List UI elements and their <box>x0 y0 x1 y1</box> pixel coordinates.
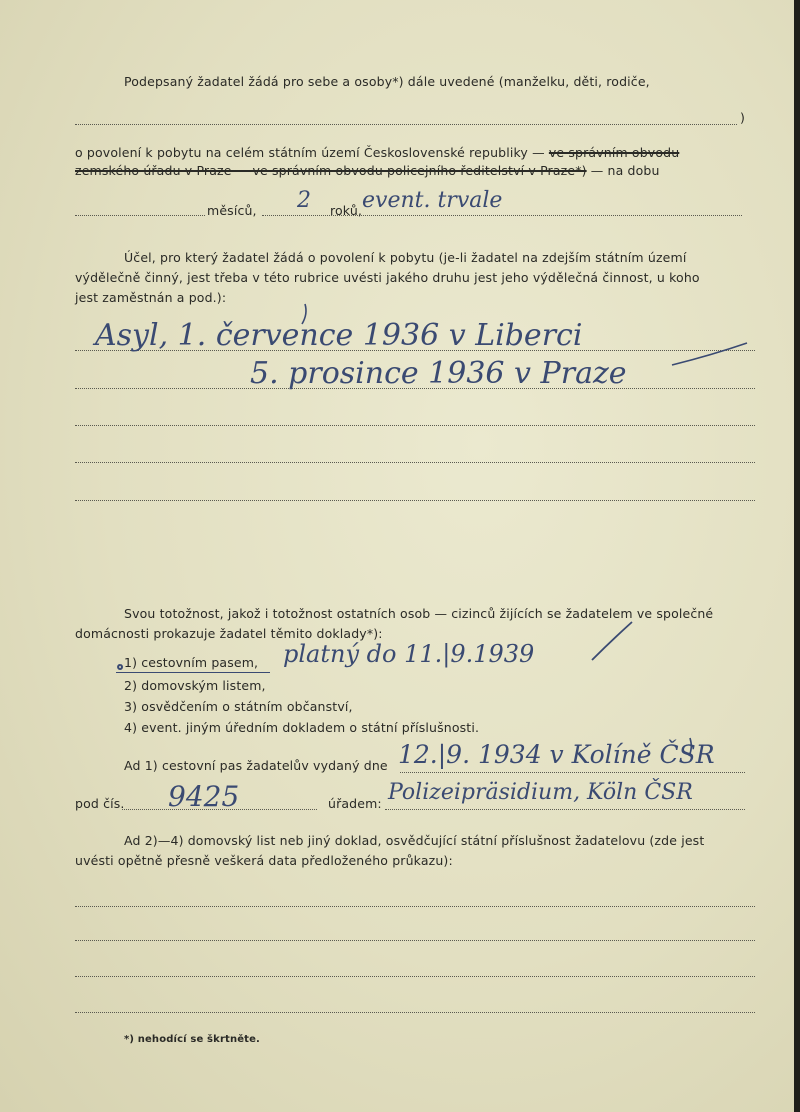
option-number: 4) <box>124 720 142 735</box>
option-number: 1) <box>124 655 142 670</box>
struck-text: ve správním obvodu <box>548 145 680 160</box>
check-mark-icon <box>689 738 691 756</box>
purpose-line-1: Účel, pro který žadatel žádá o povolení k pobytu (je-li žadatel na zdejším státním území <box>124 250 687 265</box>
hw-passport-issued: 12.|9. 1934 v Kolíně ČSR <box>398 740 715 769</box>
hw-passport-number: 9425 <box>168 780 240 813</box>
slash-mark-icon <box>592 622 632 660</box>
purpose-line-3: jest zaměstnán a pod.): <box>75 290 227 305</box>
check-mark-icon <box>302 304 306 324</box>
hw-passport-validity: platný do 11.|9.1939 <box>283 640 535 668</box>
months-label: měsíců, <box>207 203 257 218</box>
hw-issuing-office: Polizeipräsidium, Köln ČSR <box>388 780 693 805</box>
number-label: pod čís. <box>75 796 125 811</box>
option-number: 2) <box>124 678 142 693</box>
footnote: *) nehodící se škrtněte. <box>124 1034 260 1045</box>
closing-paren: ) <box>740 110 746 125</box>
hw-purpose-2: 5. prosince 1936 v Praze <box>250 356 627 391</box>
option-label: domovským listem, <box>141 678 266 693</box>
dot-mark-icon <box>118 665 122 669</box>
intro-line-1: Podepsaný žadatel žádá pro sebe a osoby*) dále uvedené (manželku, děti, rodiče, <box>124 74 650 89</box>
pen-stroke-icon <box>672 343 747 365</box>
option-label: osvědčením o státním občanství, <box>141 699 353 714</box>
identity-line-1: Svou totožnost, jakož i totožnost ostatních osob — cizinců žijících se žadatelem ve společné <box>124 606 714 621</box>
years-label: roků, <box>330 203 363 218</box>
permit-text-a: o povolení k pobytu na celém státním území Československé republiky — <box>75 145 549 160</box>
hw-purpose-1: Asyl, 1. července 1936 v Liberci <box>95 318 583 353</box>
option-number: 3) <box>124 699 142 714</box>
passport-issued-label: Ad 1) cestovní pas žadatelův vydaný dne <box>124 758 388 773</box>
struck-text: zemského úřadu v Praze — ve správním obvodu policejního ředitelství v Praze*) <box>75 163 587 178</box>
option-label: event. jiným úředním dokladem o státní příslušnosti. <box>141 720 480 735</box>
ad2-line-1: Ad 2)—4) domovský list neb jiný doklad, osvědčující státní příslušnost žadatelovu (zde jest <box>124 833 705 848</box>
option-label: cestovním pasem, <box>141 655 259 670</box>
purpose-line-2: výdělečně činný, jest třeba v této rubrice uvésti jakého druhu jest jeho výdělečná činnost, u koho <box>75 270 700 285</box>
identity-line-2: domácnosti prokazuje žadatel těmito doklady*): <box>75 626 383 641</box>
ad2-line-2: uvésti opětně přesně veškerá data předloženého průkazu): <box>75 853 453 868</box>
hw-duration-note: event. trvale <box>362 188 503 213</box>
scan-edge <box>794 0 800 1112</box>
hw-years-value: 2 <box>297 188 311 213</box>
office-label: úřadem: <box>328 796 382 811</box>
permit-text-b: — na dobu <box>586 163 660 178</box>
